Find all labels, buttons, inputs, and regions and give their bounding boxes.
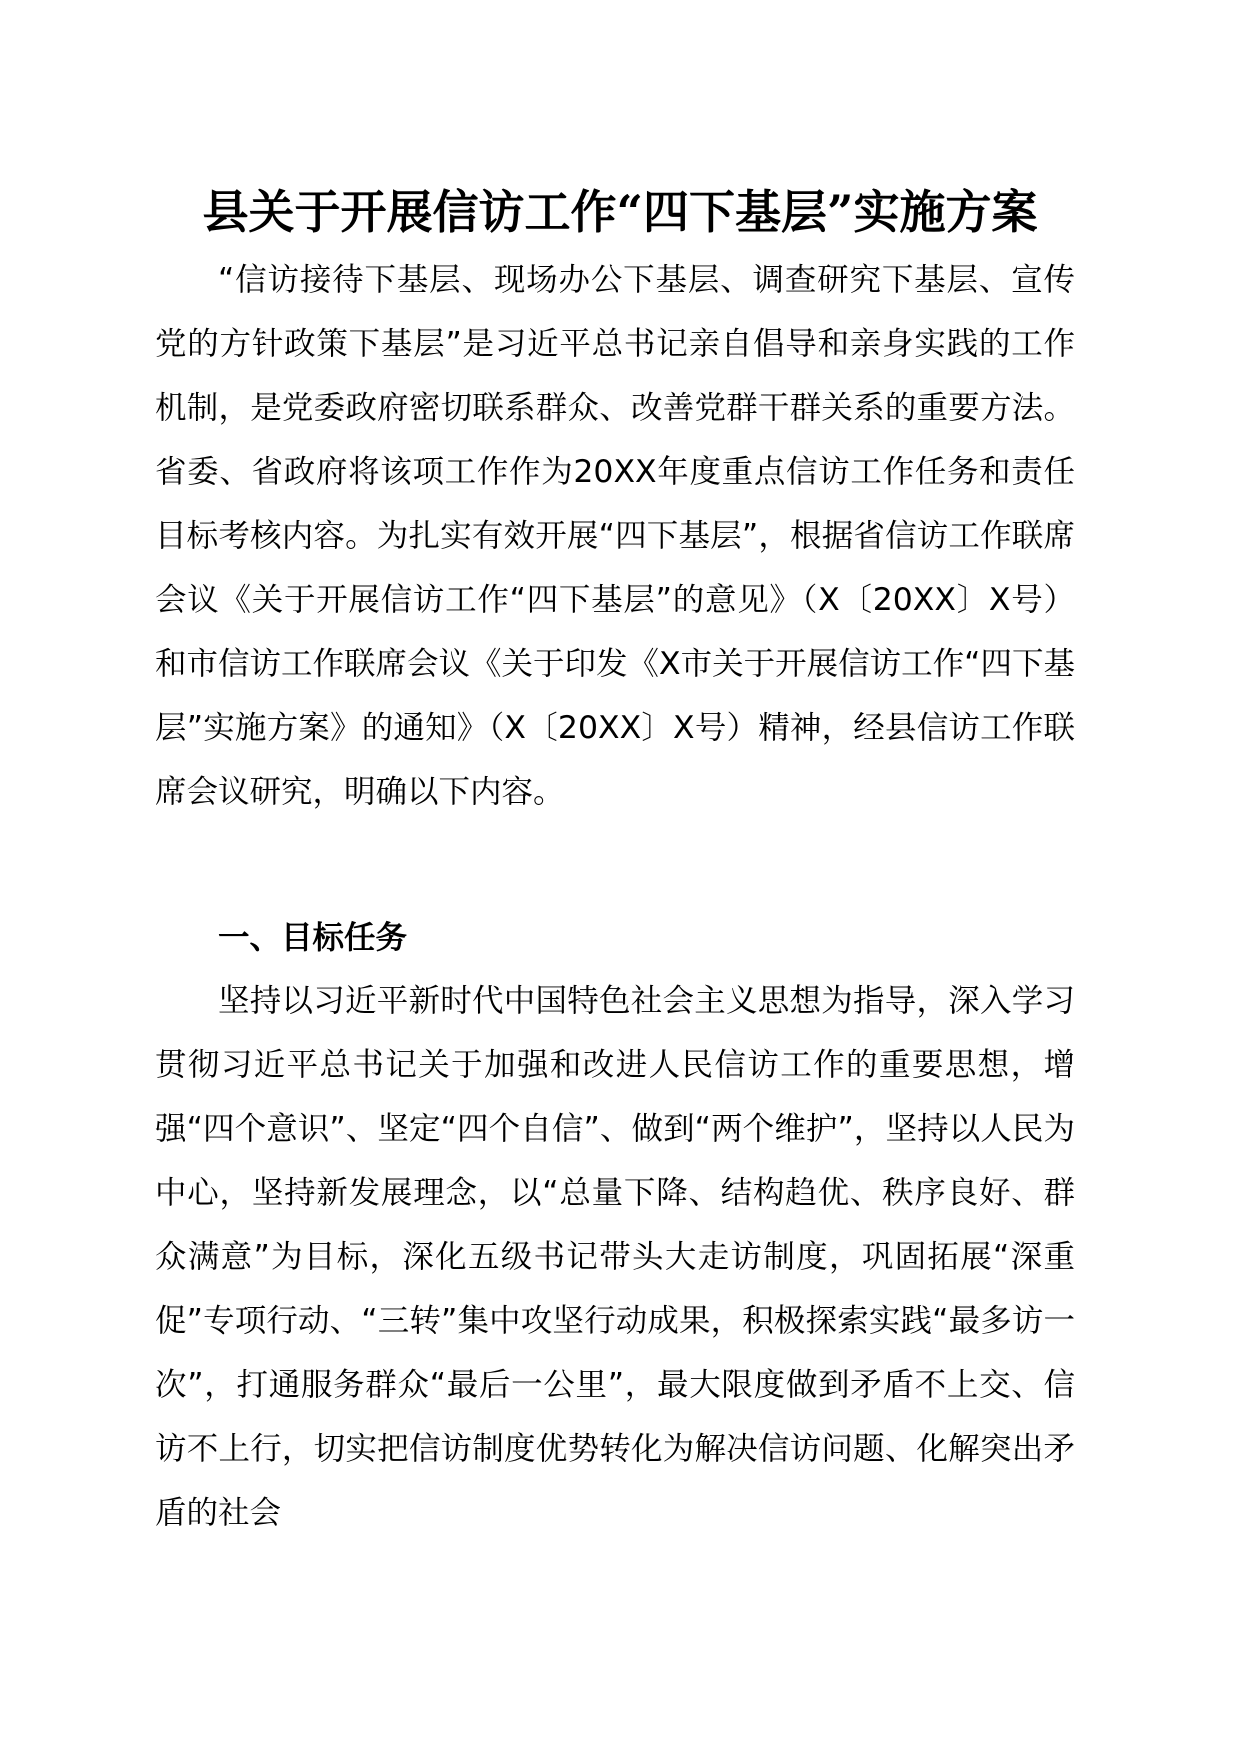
intro-paragraph: “信访接待下基层、现场办公下基层、调查研究下基层、宣传党的方针政策下基层”是习近平总书记亲自倡导和亲身实践的工作机制，是党委政府密切联系群众、改善党群干群关系的重要方法。省委、省政府将该项工作作为20XX年度重点信访工作任务和责任目标考核内容。为扎实有效开展“四下基层”，根据省信访工作联席会议《关于开展信访工作“四下基层”的意见》（X〔20XX〕X号）和市信访工作联席会议《关于印发《X市关于开展信访工作“四下基层”实施方案》的通知》（X〔20XX〕X号）精神，经县信访工作联席会议研究，明确以下内容。: [155, 262, 1075, 810]
section-heading-objectives: 一、目标任务: [218, 920, 408, 956]
document-title: 县关于开展信访工作“四下基层”实施方案: [202, 185, 1038, 239]
objectives-paragraph: 坚持以习近平新时代中国特色社会主义思想为指导，深入学习贯彻习近平总书记关于加强和改进人民信访工作的重要思想，增强“四个意识”、坚定“四个自信”、做到“两个维护”，坚持以人民为中心，坚持新发展理念，以“总量下降、结构趋优、秩序良好、群众满意”为目标，深化五级书记带头大走访制度，巩固拓展“深重促”专项行动、“三转”集中攻坚行动成果，积极探索实践“最多访一次”，打通服务群众“最后一公里”，最大限度做到矛盾不上交、信访不上行，切实把信访制度优势转化为解决信访问题、化解突出矛盾的社会: [155, 983, 1075, 1531]
